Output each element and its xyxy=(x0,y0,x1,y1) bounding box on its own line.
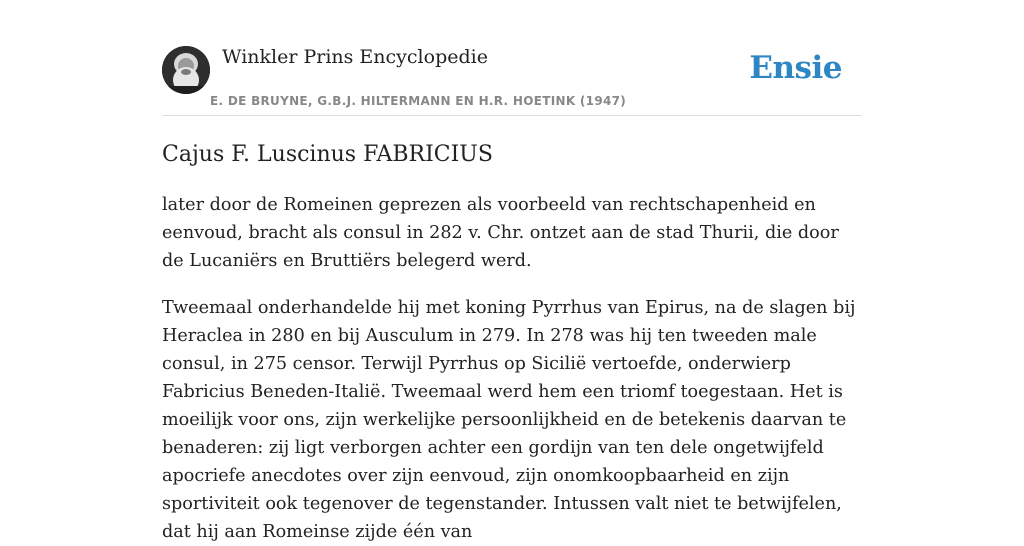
article-title: Cajus F. Luscinus FABRICIUS xyxy=(162,142,493,167)
authors-line: E. DE BRUYNE, G.B.J. HILTERMANN EN H.R. HOETINK (1947) xyxy=(210,94,627,108)
ensie-logo[interactable]: Ensie xyxy=(749,50,842,86)
article-paragraph-1: later door de Romeinen geprezen als voorbeeld van rechtschapenheid en eenvoud, bracht als consul in 282 v. Chr. ontzet aan de stad Thurii, die door de Lucaniërs en Bruttiërs belegerd werd. xyxy=(162,195,839,271)
publication-header xyxy=(162,0,862,116)
avatar[interactable] xyxy=(162,46,210,94)
author-portrait-icon xyxy=(162,46,210,94)
publication-title[interactable]: Winkler Prins Encyclopedie xyxy=(222,46,488,68)
page-container xyxy=(162,0,862,546)
article-paragraph-2: Tweemaal onderhandelde hij met koning Pyrrhus van Epirus, na de slagen bij Heraclea in 280 en bij Ausculum in 279. In 278 was hij ten tweeden male consul, in 275 censor. Terwijl Pyrrhus op Sicilië vertoefde, onderwierp Fabricius Beneden-Italië. Tweemaal werd hem een triomf toegestaan. Het is moeilijk voor ons, zijn werkelijke persoonlijkheid en de betekenis daarvan te benaderen: zij ligt verborgen achter een gordijn van ten dele ongetwijfeld apocriefe anecdotes over zijn eenvoud, zijn onomkoopbaarheid en zijn sportiviteit ook tegenover de tegenstander. Intussen valt niet te betwijfelen, dat hij aan Romeinse zijde één van xyxy=(162,298,856,542)
